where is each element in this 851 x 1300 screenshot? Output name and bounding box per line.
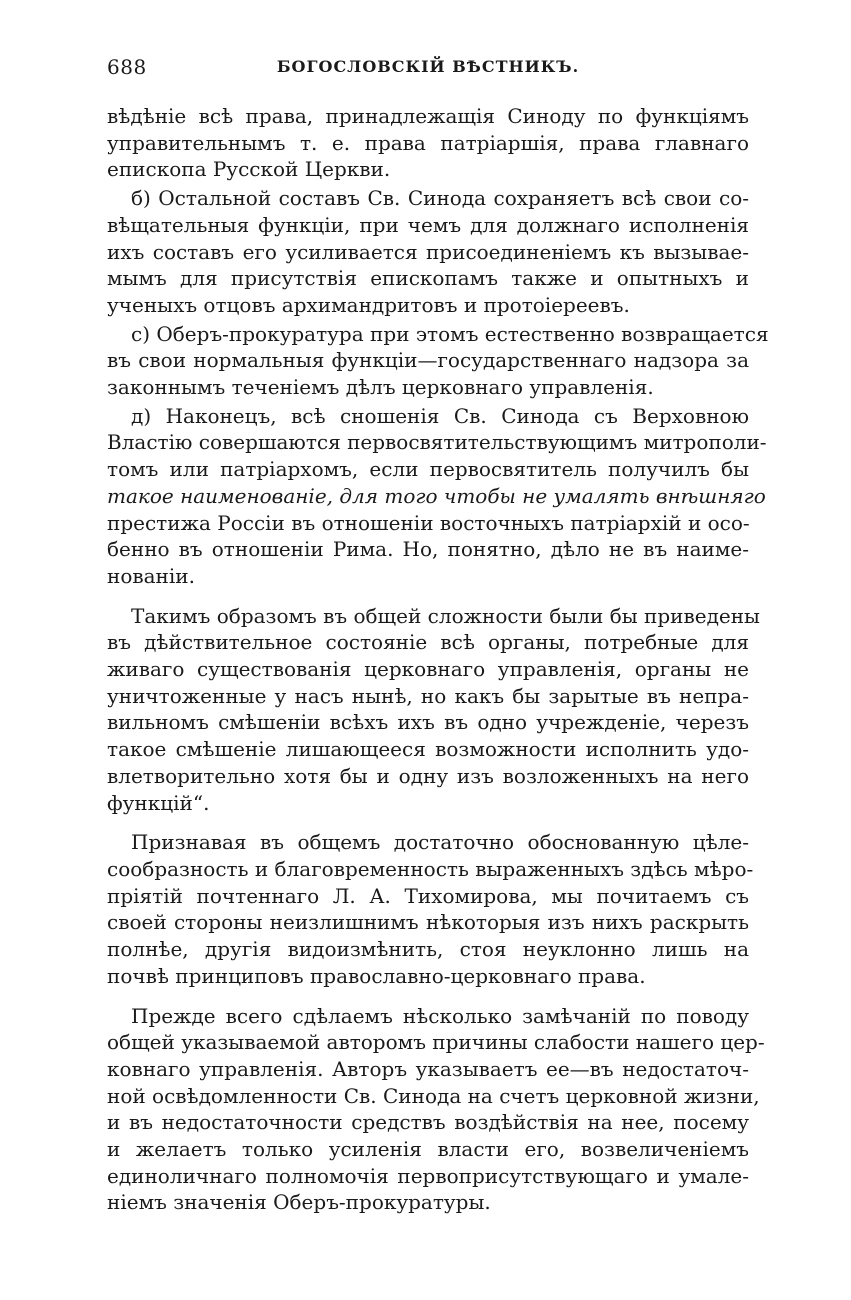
text-line: с) Оберъ-прокуратура при этомъ естественно возвращается (131, 321, 769, 346)
text-line: вѣдѣніе всѣ права, принадлежащія Синоду по функціямъ (107, 104, 749, 128)
text-line: д) Наконецъ, всѣ сношенія Св. Синода съ Верховною (131, 403, 749, 428)
text-line: такое смѣшеніе лишающееся возможности исполнить удо- (107, 737, 749, 762)
text-line: и въ недостаточности средствъ воздѣйствія на нее, посему (107, 1110, 749, 1135)
text-line: почвѣ принциповъ православно-церковнаго права. (107, 963, 646, 988)
text-line: б) Остальной составъ Св. Синода сохраняетъ всѣ свои со- (131, 186, 749, 211)
text-line: пріятій почтеннаго Л. А. Тихомирова, мы почитаемъ съ (107, 883, 749, 908)
paragraph (107, 603, 760, 817)
text-line: функцій“. (107, 790, 210, 815)
text-line: и желаетъ только усиленія власти его, возвеличеніемъ (107, 1137, 749, 1162)
paragraph (107, 103, 749, 183)
text-line: томъ или патріархомъ, если первосвятитель получилъ бы (107, 457, 749, 482)
text-line: сообразность и благовременность выраженныхъ здѣсь мѣро- (107, 856, 754, 881)
text-line: вѣщательныя функціи, при чемъ для должнаго исполненія (107, 212, 749, 237)
running-head (107, 55, 749, 83)
text-line: полнѣе, другія видоизмѣнить, стоя неуклонно лишь на (107, 937, 749, 962)
text-line: уничтоженные у насъ нынѣ, но какъ бы зарытые въ непра- (107, 683, 749, 708)
text-line: мымъ для присутствія епископамъ также и опытныхъ и (107, 266, 749, 291)
text-line: Признавая въ общемъ достаточно обоснованную цѣле- (131, 830, 749, 855)
body-text (107, 103, 769, 1216)
text-line: Властію совершаются первосвятительствующимъ митрополи- (107, 430, 767, 455)
text-line: общей указываемой авторомъ причины слабости нашего цер- (107, 1030, 765, 1055)
text-line: Такимъ образомъ въ общей сложности были бы приведены (131, 603, 760, 628)
text-line: ихъ составъ его усиливается присоединеніемъ къ вызывае- (107, 239, 749, 264)
text-line: епископа Русской Церкви. (107, 157, 391, 182)
paragraph-c (107, 321, 769, 401)
text-line: нованіи. (107, 563, 195, 588)
text-line: вильномъ смѣшеніи всѣхъ ихъ въ одно учрежденіе, черезъ (107, 710, 749, 735)
text-line: своей стороны неизлишнимъ нѣкоторыя изъ нихъ раскрыть (107, 910, 749, 935)
page-number: 688 (107, 55, 147, 79)
text-line: ковнаго управленія. Авторъ указываетъ ее—въ недостаточ- (107, 1056, 749, 1081)
text-line: Прежде всего сдѣлаемъ нѣсколько замѣчаній по поводу (131, 1003, 749, 1028)
text-line: единоличнаго полномочія первоприсутствующаго и умале- (107, 1163, 749, 1188)
text-line: влетворительно хотя бы и одну изъ возложенныхъ на него (107, 763, 749, 788)
book-page (107, 55, 769, 1216)
text-line: ной освѣдомленности Св. Синода на счетъ церковной жизни, (107, 1083, 760, 1108)
text-line: престижа Россіи въ отношеніи восточныхъ патріархій и осо- (107, 510, 750, 535)
text-line: въ свои нормальныя функціи—государственнаго надзора за (107, 348, 749, 373)
text-line: ученыхъ отцовъ архимандритовъ и протоіереевъ. (107, 292, 630, 317)
italic-text-line: такое наименованіе, для того чтобы не умалять внѣшняго (107, 483, 766, 508)
journal-title: БОГОСЛОВСКІЙ ВѢСТНИКЪ. (276, 57, 580, 76)
text-line: бенно въ отношеніи Рима. Но, понятно, дѣло не въ наиме- (107, 537, 749, 562)
paragraph (107, 1003, 765, 1217)
paragraph-d (107, 403, 767, 590)
paragraph-b (107, 185, 749, 319)
text-line: живаго существованія церковнаго управленія, органы не (107, 657, 749, 682)
text-line: ніемъ значенія Оберъ-прокуратуры. (107, 1190, 491, 1215)
text-line: въ дѣйствительное состояніе всѣ органы, потребные для (107, 630, 749, 655)
text-line: управительнымъ т. е. права патріаршія, права главнаго (107, 130, 749, 155)
text-line: законнымъ теченіемъ дѣлъ церковнаго управленія. (107, 375, 654, 400)
paragraph (107, 829, 754, 989)
